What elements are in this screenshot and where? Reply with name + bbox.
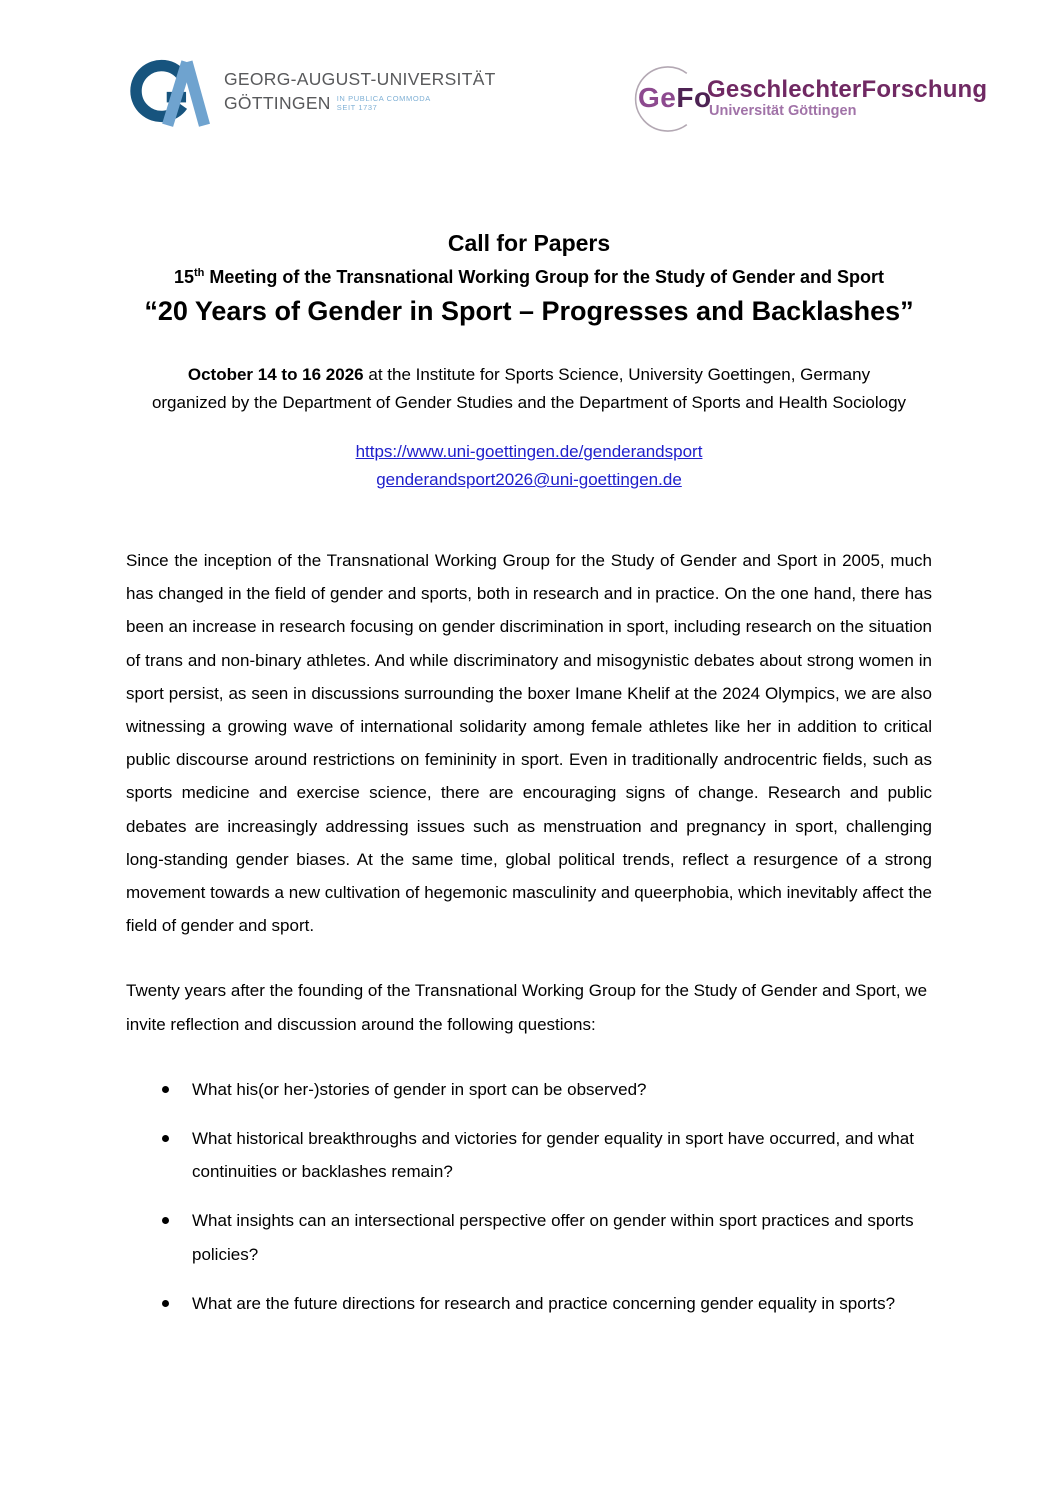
list-item: [160, 1204, 932, 1270]
questions-list: [126, 1073, 932, 1320]
university-name-line1: GEORG-AUGUST-UNIVERSITÄT: [224, 69, 496, 89]
gefo-logo: [627, 63, 987, 135]
body-paragraph-1: Since the inception of the Transnational Working Group for the Study of Gender and Sport in 2005, much has changed in the field of gender and sports, both in research and in practice. On the one hand, there has been an increase in research focusing on gender discrimination in sport, including research on the situation of trans and non-binary athletes. And while discriminatory and misogynistic debates about strong women in sport persist, as seen in discussions surrounding the boxer Imane Khelif at the 2024 Olympics, we are also witnessing a growing wave of international solidarity among female athletes like her in addition to critical public discourse around restrictions on femininity in sport. Even in traditionally androcentric fields, such as sports medicine and exercise science, there are encouraging signs of change. Research and public debates are increasingly addressing issues such as menstruation and pregnancy in sport, challenging long-standing gender biases. At the same time, global political trends, reflect a resurgence of a strong movement towards a new cultivation of hegemonic masculinity and queerphobia, which inevitably affect the field of gender and sport.: [126, 551, 932, 936]
page-title: Call for Papers: [447, 230, 611, 256]
list-item: [160, 1122, 932, 1188]
gefo-badge-icon: [627, 63, 712, 135]
document-content: [126, 228, 932, 1336]
event-details: [126, 361, 932, 416]
university-motto: [337, 94, 431, 112]
subtitle-ordinal: th: [193, 267, 205, 279]
conference-title: “20 Years of Gender in Sport – Progresses and Backlashes”: [144, 296, 914, 326]
gefo-badge-ge: Ge: [638, 82, 677, 113]
university-name: [224, 67, 496, 115]
links-block: [126, 438, 932, 494]
event-date: October 14 to 16 2026: [187, 365, 364, 384]
website-link[interactable]: https://www.uni-goettingen.de/genderandsport: [355, 442, 703, 461]
university-logo: [128, 55, 496, 127]
ga-monogram-icon: [128, 55, 216, 127]
event-location: at the Institute for Sports Science, University Goettingen, Germany: [363, 365, 871, 384]
gefo-badge-fo: Fo: [676, 82, 712, 113]
question-text: What historical breakthroughs and victories for gender equality in sport have occurred, and what continuities or backlashes remain?: [192, 1129, 914, 1182]
gefo-names: [707, 63, 987, 120]
bullet-icon: [162, 1300, 169, 1307]
gefo-subname: Universität Göttingen: [709, 103, 857, 119]
university-name-line2: GÖTTINGEN: [224, 93, 331, 113]
question-text: What insights can an intersectional perspective offer on gender within sport practices and sports policies?: [192, 1211, 914, 1264]
bullet-icon: [162, 1086, 169, 1093]
list-item: [160, 1287, 932, 1320]
gefo-badge-text: [638, 82, 712, 114]
university-motto-line2: SEIT 1737: [336, 103, 378, 112]
event-date-line: [126, 361, 932, 389]
body-paragraph-2: Twenty years after the founding of the Transnational Working Group for the Study of Gender and Sport, we invite reflection and discussion around the following questions:: [126, 981, 928, 1034]
event-organizer: organized by the Department of Gender Studies and the Department of Sports and Health Sociology: [151, 392, 907, 412]
subtitle-rest: Meeting of the Transnational Working Group for the Study of Gender and Sport: [204, 267, 885, 287]
university-motto-line1: IN PUBLICA COMMODA: [336, 94, 431, 103]
subtitle-prefix: 15: [173, 267, 194, 287]
bullet-icon: [162, 1217, 169, 1224]
question-text: What his(or her-)stories of gender in sport can be observed?: [192, 1079, 647, 1099]
title-block: [126, 228, 932, 330]
bullet-icon: [162, 1135, 169, 1142]
list-item: [160, 1073, 932, 1106]
gefo-name: GeschlechterForschung: [707, 76, 988, 103]
question-text: What are the future directions for research and practice concerning gender equality in sports?: [192, 1293, 896, 1313]
email-link[interactable]: genderandsport2026@uni-goettingen.de: [376, 470, 682, 489]
meeting-subtitle: [126, 258, 932, 293]
